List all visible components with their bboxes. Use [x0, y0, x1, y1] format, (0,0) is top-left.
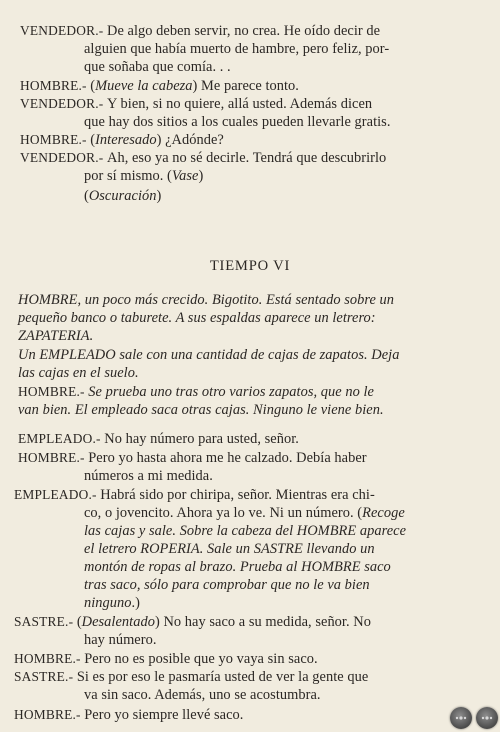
text-segment: (	[84, 188, 89, 204]
dialogue-line	[14, 486, 375, 504]
text-segment: Pero no es posible que yo vaya sin saco.	[84, 651, 318, 667]
dialogue-line	[84, 58, 231, 76]
text-segment: va sin saco. Además, uno se acostumbra.	[84, 687, 321, 703]
dialogue-line	[84, 631, 156, 649]
speaker-name: VENDEDOR.-	[20, 96, 107, 111]
dialogue-line	[20, 149, 386, 167]
stage-direction	[18, 364, 139, 382]
text-segment: Pero yo siempre llevé saco.	[84, 707, 244, 723]
speaker-name: HOMBRE.-	[14, 707, 85, 722]
speaker-name: EMPLEADO.-	[14, 487, 101, 502]
text-segment: Pero yo hasta ahora me he calzado. Debía haber	[88, 450, 367, 466]
stage-direction	[18, 291, 394, 309]
text-segment: .)	[131, 595, 141, 611]
dialogue-line	[18, 449, 367, 467]
text-segment: que hay dos sitios a los cuales pueden llevarle gratis.	[84, 114, 391, 130]
text-segment: ) Me parece tonto.	[192, 78, 299, 94]
text-segment: números a mi medida.	[84, 468, 213, 484]
section-title: TIEMPO VI	[209, 258, 291, 274]
dialogue-line	[20, 131, 224, 149]
speaker-name: HOMBRE.-	[18, 384, 89, 399]
text-segment: que soñaba que comía. . .	[84, 59, 231, 75]
speaker-name: VENDEDOR.-	[20, 150, 107, 165]
dialogue-line	[84, 167, 203, 185]
previous-page-button[interactable]	[450, 707, 472, 729]
dialogue-line	[18, 383, 374, 401]
speaker-name: SASTRE.-	[14, 614, 77, 629]
speaker-name: EMPLEADO.-	[18, 431, 105, 446]
text-segment: Habrá sido por chiripa, señor. Mientras era chi-	[100, 487, 375, 503]
text-segment: (	[90, 78, 96, 94]
dialogue-line	[84, 40, 389, 58]
stage-direction	[18, 346, 399, 364]
chevron-left-icon	[453, 710, 469, 726]
italic-text: Mueve la cabeza	[95, 78, 193, 94]
dialogue-line	[18, 430, 299, 448]
italic-text: las cajas y sale. Sobre la cabeza del HOMBRE aparece	[84, 523, 407, 539]
text-segment: Y bien, si no quiere, allá usted. Además dicen	[107, 96, 373, 112]
text-segment: )	[156, 188, 162, 204]
text-segment: )	[198, 168, 204, 184]
text-segment: co, o jovencito. Ahora ya lo ve. Ni un número. (	[84, 505, 363, 521]
italic-text: Desalentado	[81, 614, 155, 630]
speaker-name: HOMBRE.-	[14, 651, 85, 666]
dialogue-line	[84, 686, 321, 704]
text-segment: Ah, eso ya no sé decirle. Tendrá que descubrirlo	[107, 150, 387, 166]
dialogue-line	[84, 467, 213, 485]
text-segment: De algo deben servir, no crea. He oído decir de	[107, 23, 381, 39]
italic-text: Recoge	[362, 505, 405, 521]
dialogue-line	[14, 650, 318, 668]
text-segment: (	[76, 614, 82, 630]
italic-text: ZAPATERIA.	[18, 328, 94, 344]
stage-direction	[84, 558, 391, 576]
text-segment: alguien que había muerto de hambre, pero feliz, por-	[84, 41, 390, 57]
text-segment: No hay número para usted, señor.	[104, 431, 299, 447]
stage-direction	[18, 327, 93, 345]
italic-text: ninguno	[84, 595, 132, 611]
stage-direction	[18, 401, 384, 419]
italic-text: tras saco, sólo para comprobar que no le va bien	[84, 577, 370, 593]
dialogue-line	[20, 77, 299, 95]
italic-text: Se prueba uno tras otro varios zapatos, que no le	[88, 384, 374, 400]
stage-direction	[18, 309, 376, 327]
italic-text: van bien. El empleado saca otras cajas. Ninguno le viene bien.	[18, 402, 384, 418]
stage-direction	[84, 540, 375, 558]
text-segment: por sí mismo. (	[84, 168, 172, 184]
stage-direction	[84, 576, 370, 594]
dialogue-line	[14, 613, 371, 631]
italic-text: Vase	[171, 168, 199, 184]
italic-text: el letrero ROPERIA. Sale un SASTRE llevando un	[84, 541, 375, 557]
dialogue-line	[14, 668, 368, 686]
italic-text: HOMBRE, un poco más crecido. Bigotito. Está sentado sobre un	[18, 292, 395, 308]
speaker-name: HOMBRE.-	[20, 78, 91, 93]
text-segment: Si es por eso le pasmaría usted de ver la gente que	[76, 669, 369, 685]
dialogue-line	[20, 22, 380, 40]
italic-text: pequeño banco o taburete. A sus espaldas aparece un letrero:	[18, 310, 376, 326]
stage-direction	[84, 594, 140, 612]
italic-text: Oscuración	[88, 188, 157, 204]
dialogue-line	[84, 113, 390, 131]
dialogue-line	[14, 706, 243, 724]
dialogue-line	[84, 504, 405, 522]
dialogue-line	[20, 95, 372, 113]
chevron-right-icon	[479, 710, 495, 726]
italic-text: montón de ropas al brazo. Prueba al HOMBRE saco	[84, 559, 391, 575]
text-segment: (	[90, 132, 96, 148]
stage-direction	[84, 522, 406, 540]
stage-direction	[84, 187, 161, 205]
speaker-name: HOMBRE.-	[20, 132, 91, 147]
speaker-name: VENDEDOR.-	[20, 23, 107, 38]
italic-text: Interesado	[95, 132, 157, 148]
next-page-button[interactable]	[476, 707, 498, 729]
italic-text: las cajas en el suelo.	[18, 365, 139, 381]
speaker-name: HOMBRE.-	[18, 450, 89, 465]
text-segment: ) ¿Adónde?	[156, 132, 224, 148]
speaker-name: SASTRE.-	[14, 669, 77, 684]
italic-text: Un EMPLEADO sale con una cantidad de cajas de zapatos. Deja	[18, 347, 400, 363]
text-segment: hay número.	[84, 632, 157, 648]
text-segment: ) No hay saco a su medida, señor. No	[154, 614, 371, 630]
